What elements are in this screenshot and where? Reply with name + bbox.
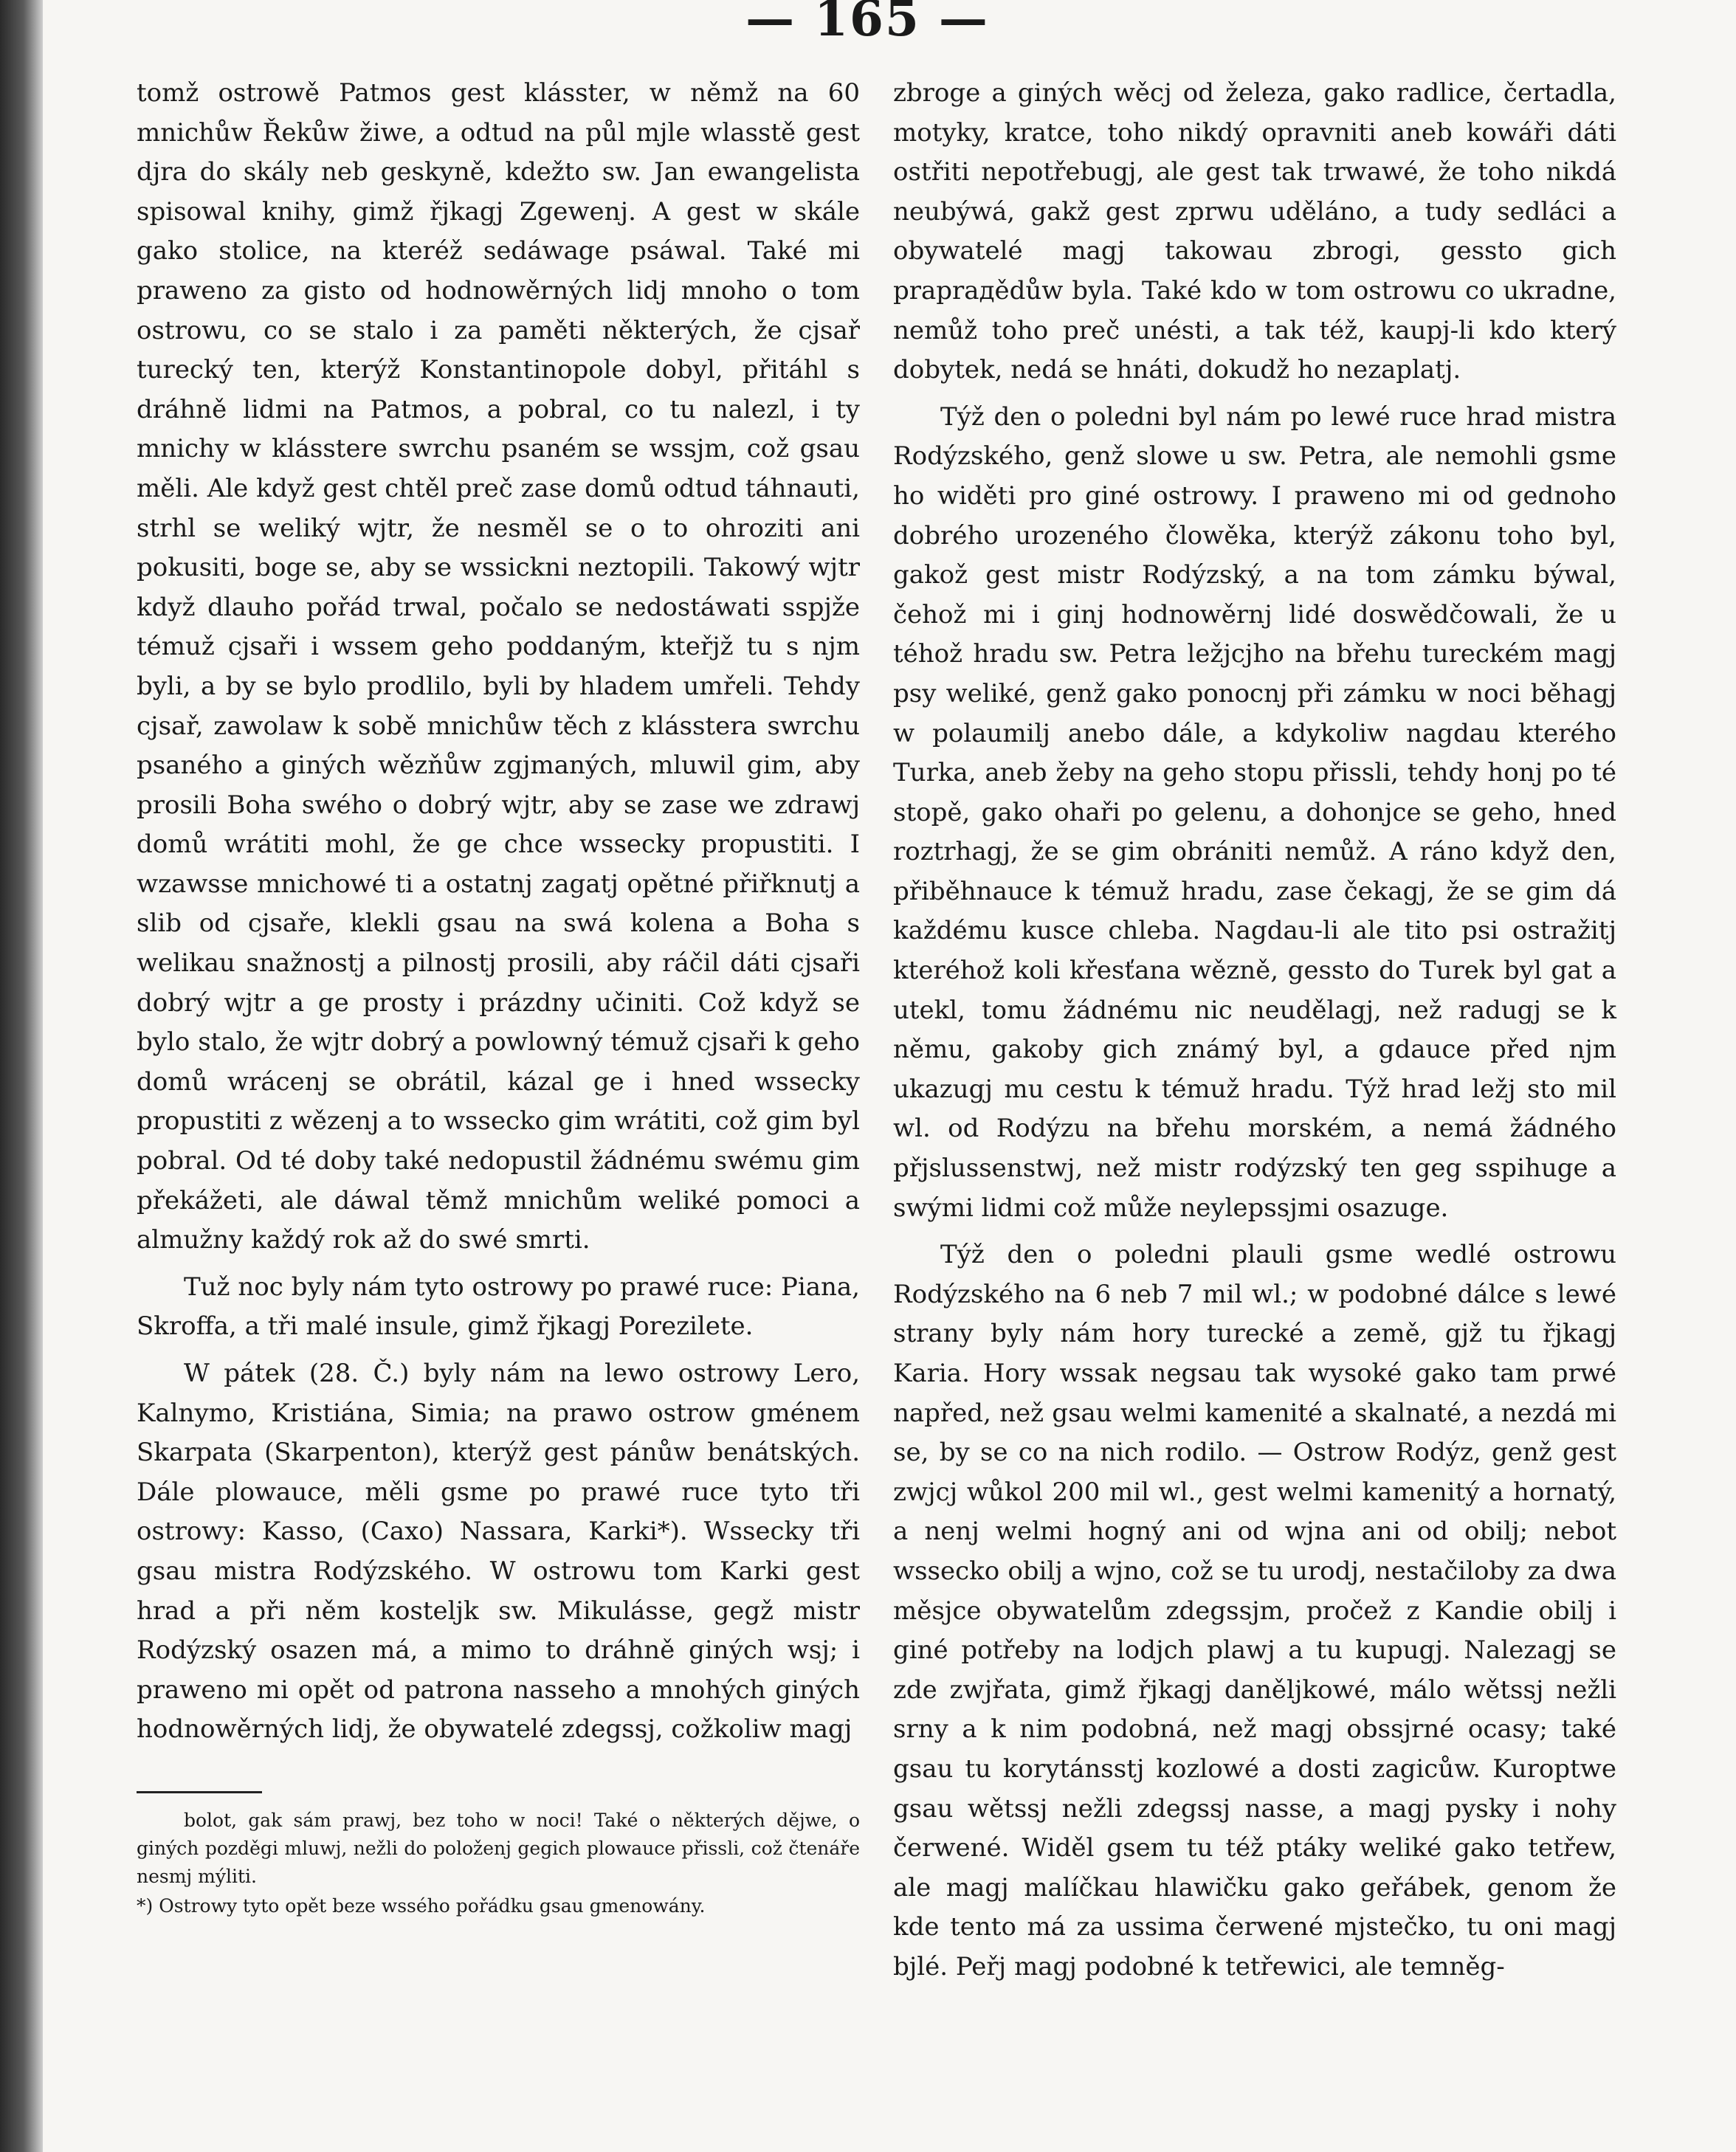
binding-shadow — [0, 0, 43, 2152]
footnote-rule — [137, 1791, 262, 1793]
right-column — [893, 74, 1616, 1995]
left-column — [137, 74, 860, 1920]
paragraph: zbroge a giných wěcj od železa, gako radlice, čertadla, motyky, kratce, toho nikdý opravniti aneb kowáři dáti ostřiti nepotřebugj, ale gest tak trwawé, že toho nikdá neubýwá, gakž gest zprwu uděláno, a tudy sedláci a obywatelé magj takowau zbrogi, gessto gich praprадědůw byla. Také kdo w tom ostrowu co ukradne, nemůž toho preč unésti, a tak též, kaupj-li kdo který dobytek, nedá se hnáti, dokudž ho nezaplatj. — [893, 78, 1616, 385]
paragraph: tomž ostrowě Patmos gest klásster, w němž na 60 mnichůw Řekůw žiwe, a odtud na půl mjle wlasstě gest djra do skály neb geskyně, kdežto sw. Jan ewangelista spisowal knihy, gimž řjkagj Zgewenj. A gest w skále gako stolice, na kteréž sedáwage psáwal. Také mi prawenо za gisto od hodnowěrných lidj mnoho o tom ostrowu, co se stalo i za paměti některých, že cjsař turecký ten, kterýž Konstantinopole dobyl, přitáhl s dráhně lidmi na Patmos, a pobral, co tu nalezl, i ty mnichy w klásstere swrchu psaném se wssjm, což gsau měli. Ale když gest chtěl preč zase domů odtud táhnauti, strhl se weliký wjtr, že nesměl se o to ohroziti ani pokusiti, boge se, aby se wssickni neztopili. Takowý wjtr když dlauho pořád trwal, počalo se nedostáwati sspjže témuž cjsaři i wssem geho poddaným, kteřjž tu s njm byli, a by se bylo prodlilo, byli by hladem umřeli. Tehdy cjsař, zawolaw k sobě mnichůw těch z klásstera swrchu psaného a giných wězňůw zgjmaných, mluwil gim, aby prosili Boha swého o dobrý wjtr, aby se zase we zdrawj domů wrátiti mohl, že ge chce wssecky propustiti. I wzawsse mnichowé ti a ostatnj zagatj opětné přiřknutj a slib od cjsaře, klekli gsau na swá kolena a Boha s welikau snažnostj a pilnostj prosili, aby ráčil dáti cjsaři dobrý wjtr a ge prosty i prázdny učiniti. Což když se bylo stalo, že wjtr dobrý a powlowný témuž cjsaři k geho domů wrácenj se obrátil, kázal ge i hned wssecky propustiti z wězenj a to wssecko gim wrátiti, což gim byl pobral. Od té doby také nedopustil žádnému swému gim překážeti, ale dáwal těmž mnichům weliké pomoci a almužny každý rok až do swé smrti. — [137, 78, 860, 1255]
paragraph: W pátek (28. Č.) byly nám na lewo ostrowy Lero, Kalnymo, Kristiána, Simia; na prawo ostrow gménem Skarpata (Skarpenton), kterýž gest pánůw benátských. Dále plowauce, měli gsme po prawé ruce tyto tři ostrowy: Kasso, (Caxo) Nassara, Karki*). Wssecky tři gsau mistra Rodýzského. W ostrowu tom Karki gest hrad a při něm kosteljk sw. Mikulásse, gegž mistr Rodýzský osazen má, a mimo to dráhně giných wsj; i prawenо mi opět od patrona nasseho a mnohých giných hodnowěrných lidj, že obywatelé zdegssj, cožkoliw magj — [137, 1359, 860, 1745]
page-number: — 165 — — [745, 0, 989, 47]
paragraph: Tuž noc byly nám tyto ostrowy po prawé ruce: Piana, Skroffa, a tři malé insule, gimž řjkagj Porezilete. — [137, 1272, 860, 1342]
footnote-star: *) Ostrowy tyto opět beze wssého pořádku gsau gmenowány. — [137, 1894, 706, 1917]
paragraph: Týž den o poledni plauli gsme wedlé ostrowu Rodýzského na 6 neb 7 mil wl.; w podobné dálce s lewé strany byly nám hory turecké a země, gjž tu řjkagj Karia. Hory wssak negsau tak wysoké gako tam prwé napřed, než gsau welmi kamenité a skalnaté, a nezdá mi se, by se co na nich rodilo. — Ostrow Rodýz, genž gest zwjcj wůkol 200 mil wl., gest welmi kamenitý a hornatý, a nenj welmi hogný ani od wjna ani od obilj; nebot wssecko obilj a wjno, což se tu urodj, nestačiloby za dwa měsjce obywatelům zdegssjm, pročež z Kandie obilj i giné potřeby na lodjch plawj a tu kupugj. Nalezagj se zde zwjřata, gimž řjkagj daněljkowé, málo wětssj nežli srny a k nim podobná, než magj obssjrné ocasy; také gsau tu korytánsstj kozlowé a dosti zagicůw. Kuroptwe gsau wětssj nežli zdegssj nasse, a magj pysky i nohy čerwené. Widěl gsem tu též ptáky weliké gako tetřew, ale magj malíčkau hlawičku gako geřábek, genom že kde tento má za ussima čerwené mjstečko, tu oni magj bjlé. Peřj magj podobné k tetřewici, ale temněg- — [893, 1240, 1616, 1982]
paragraph: Týž den o poledni byl nám po lewé ruce hrad mistra Rodýzského, genž slowe u sw. Petra, ale nemohli gsme ho widěti pro giné ostrowy. I prawenо mi od gednoho dobrého urozeného člowěka, kterýž zákonu toho byl, gakož gest mistr Rodýzský, a na tom zámku býwal, čehož mi i ginj hodnowěrnj lidé doswědčowali, že u téhož hradu sw. Petra ležjcjho na břehu tureckém magj psy weliké, genž gako ponocnj při zámku w noci běhagj w polaumilj anebo dále, a kdykoliw nagdau kterého Turka, aneb žeby na geho stopu přissli, tehdy honj po té stopě, gako ohaři po gelenu, a dohonjce se geho, hned roztrhagj, že se gim obrániti nemůž. A ráno když den, přiběhnauce k témuž hradu, zase čekagj, že se gim dá každému kusce chleba. Nagdau-li ale tito psi ostražitj kteréhož koli křesťana wězně, gessto do Turek byl gat a utekl, tomu žádnému nic neudělagj, než radugj se k němu, gakoby gich známý byl, a gdauce před njm ukazugj mu cestu k témuž hradu. Týž hrad ležj sto mil wl. od Rodýzu na břehu morském, a nemá žádného přjslussenstwj, než mistr rodýzský ten geg sspihuge a swými lidmi což může neylepssjmi osazuge. — [893, 401, 1616, 1223]
footnote-continued: bolot, gak sám prawj, bez toho w noci! Také o některých dějwe, o giných pozděgi mluwj, nežli do položenj gegich plowauce přissli, což čtenáře nesmj mýliti. — [137, 1809, 860, 1887]
